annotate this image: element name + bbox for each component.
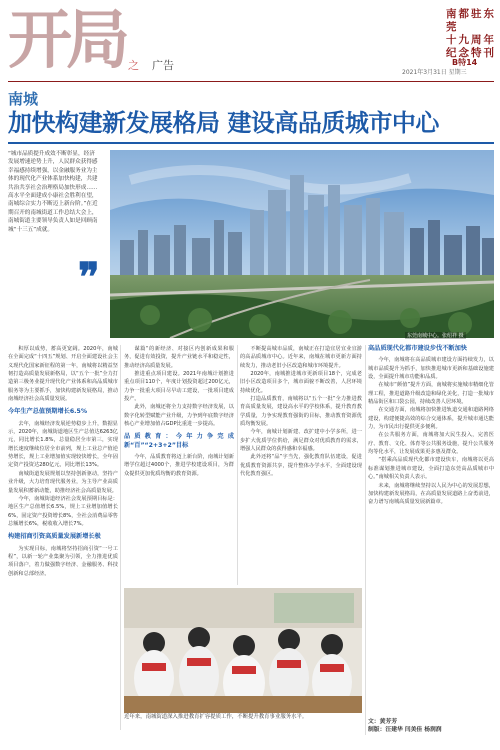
- paragraph: 在公共服务方面，南城将加大民生投入，完善医疗、教育、文化、体育等公共服务设施，提升公共服务均等化水平，让发展成果更多惠及群众。: [368, 432, 494, 456]
- article-lead: “城市品质提升成效不断彰显，经济发展增速逆势上升，人民群众获得感幸福感持续增强，以金融服务业为主体的现代化产业体系加快构建，共建共治共享社会治理格局加快形成……高水平全面建成小康社会胜利在望，南城综合实力不断迈上新台阶。”在近期召开的南城街道工作总结大会上，南城街道主要领导负责人如是回顾南城“十三五”成就。: [8, 151, 98, 233]
- paragraph: 积厚以成势，蓄高更宽阔。2020年，南城在全面完成“十四五”规划、开启全面建设社会主义现代化国家新征程的第一年，南城将以精益坚韧打造高质量发展新格局，以“五个一批”全力打造第三极务业提升现代化产业体系和高品质城市服务等为主要抓手，加快构建新发展格局，推动南城经济社会高质量发展。: [8, 346, 118, 403]
- brand-line-2: 十九周年: [446, 34, 496, 46]
- paragraph: 推进重点项目建设。2021年南城计划推进重点项目110个，年度计划投资超过200亿元，力争一批重大项目尽早动工建设，一批项目建成投产。: [124, 371, 234, 403]
- paragraph: 为实现目标，南城将坚持招商引资“一号工程”，以新一轮产业集聚为引领，全力推进优质项目落户，着力做强数字经济、金融服务、科技创新和总部经济。: [8, 545, 118, 577]
- paragraph: 此外还将“品”字当先，强化教育队伍建设，促进优质教育资源共享，提升整体办学水平，全面建设现代化教育强区。: [240, 454, 362, 478]
- brand-line-1: 南都驻东莞: [446, 8, 496, 33]
- author-line: 文：黄芳芳: [368, 719, 397, 725]
- special-issue-brand: [446, 8, 496, 60]
- paragraph: 谋篇“的新经济、对接区内创新成果和服务，促进有效投资，提升产业链水平和稳定性，推动经济高质量发展。: [124, 346, 234, 369]
- photo-credit: 东莞南城中心。张绍祥 摄: [407, 333, 464, 339]
- paragraph: “搭乘高品质现代化都市建设快车，南城将以更高标准谋划推进城市建设，全面打造东莞高品质城市中心。”南城相关负责人表示。: [368, 457, 494, 481]
- photo-caption: 近年来，南城街道深入推进教育扩容提质工作，不断提升教育事业服务水平。: [124, 714, 308, 720]
- section-banner-title: 开局: [8, 3, 124, 78]
- paragraph: 今年，南城街道经济社会发展预期目标是：地区生产总值增长6.5%，规上工业增加值增长6%，固定资产投资增长8%，全社会消费品零售总额增长6%，税收收入增长7%。: [8, 495, 118, 527]
- paragraph: 在交通方面，南城将加快推进轨道交通和道路网络建设，构建便捷高效的综合交通体系，提升城市通达能力，为市民出行提供更多便利。: [368, 407, 494, 431]
- section-banner-zhi: 之: [128, 59, 139, 72]
- headline-divider: [8, 142, 494, 144]
- page-number: B特14: [452, 58, 478, 67]
- editor-credits: [368, 718, 442, 734]
- article-column-1: [8, 345, 118, 730]
- article-headline: 加快构建新发展格局 建设高品质城市中心: [8, 108, 439, 137]
- quote-mark-icon: ❞: [78, 254, 100, 301]
- subheading: 高品质现代化都市建设步伐不断加快: [368, 345, 467, 352]
- column-divider: [120, 345, 121, 730]
- brand-line-3: 纪念特刊: [446, 47, 496, 59]
- paragraph: 今年，品质教育将迈上新台阶，南城计划新增学位超过4000个，推进学校建设项目，为群众提供更加优质均衡的教育资源。: [124, 454, 234, 477]
- paragraph: 今年，南城计划新建、改扩建中小学多所，进一步扩大优质学位供给，满足群众对优质教育的需求，增强人民群众的获得感和幸福感。: [240, 429, 362, 453]
- section-banner-guang: 广告: [152, 59, 174, 72]
- subheading: 今年生产总值预期增长6.5%: [8, 408, 88, 416]
- paragraph: 此外，南城还将全力支持数字经济发展，以数字化转型赋能产业升级，力争到年底数字经济核心产业增加值占GDP比重进一步提高。: [124, 404, 234, 428]
- subheading: 品质教育：今年力争完成新“百”“2+3+2”目标: [124, 433, 234, 449]
- paragraph: 打造品质教育，南城将以“五个一批”全力推进教育高质量发展，建设高水平的学校体系，提升教育教学质量，力争实现教育强街的目标，推动教育资源优质均衡发展。: [240, 396, 362, 428]
- article-column-2: [124, 345, 234, 585]
- skyline-illustration: [110, 150, 494, 338]
- publication-date: 2021年3月31日 星期三: [402, 69, 467, 76]
- paragraph: 未来，南城将继续坚持以人民为中心的发展思想，加快构建新发展格局，在高质量发展道路上奋勇前进，奋力谱写南城高质量发展新篇章。: [368, 482, 494, 506]
- paragraph: 去年，南城经济发展逆势稳步上升，数据显示，2020年，南城街道地区生产总值达6263亿元，同比增长1.8%，总量稳居全市第三，实现增长速度继续位居全市前列，规上工业总产值逆势增长，规上工业增加值实现较快增长，全年固定资产投资达280亿元，同比增长13%。: [8, 420, 118, 469]
- subheading: 构建招商引资高质量发展新增长极: [8, 533, 101, 541]
- city-skyline-photo: [110, 150, 494, 338]
- column-divider: [237, 345, 238, 585]
- header-divider: [8, 81, 494, 82]
- classroom-illustration: [124, 588, 362, 713]
- article-column-4: [368, 340, 494, 735]
- classroom-photo: [124, 588, 362, 713]
- paragraph: 不断提高城市品质，南城正在打造宜居宜业宜游的高品质城市中心。近年来，南城在城市更新方面持续发力，推动老旧小区改造和城市环境提升。: [240, 346, 362, 369]
- paragraph: 2020年，南城推进城市更新项目18个，完成老旧小区改造项目多个，城市面貌不断改善，人居环境持续优化。: [240, 371, 362, 394]
- article-kicker: 南城: [8, 90, 39, 108]
- paragraph: 今年，南城将在高品质城市建设方面持续发力，以城市品质提升为抓手，加快推进城市更新和基础设施建设，全面提升城市功能和品质。: [368, 357, 494, 381]
- paragraph: 在城市“颜值”提升方面，南城将实施城市精细化管理工程，推进道路升级改造和绿化美化，打造一批城市精品街区和口袋公园，持续改善人居环境。: [368, 382, 494, 406]
- paragraph: 南城街道发展规划以坚持创新驱动，坚持产业升级，大力培育现代服务业，为主导产业高质量发展积蓄新动能，助推经济社会高质量发展。: [8, 470, 118, 494]
- column-divider: [365, 345, 366, 735]
- article-column-3: [240, 345, 362, 585]
- layout-credit-line: 制版：汪建华 闫美佳 杨润润: [368, 727, 442, 733]
